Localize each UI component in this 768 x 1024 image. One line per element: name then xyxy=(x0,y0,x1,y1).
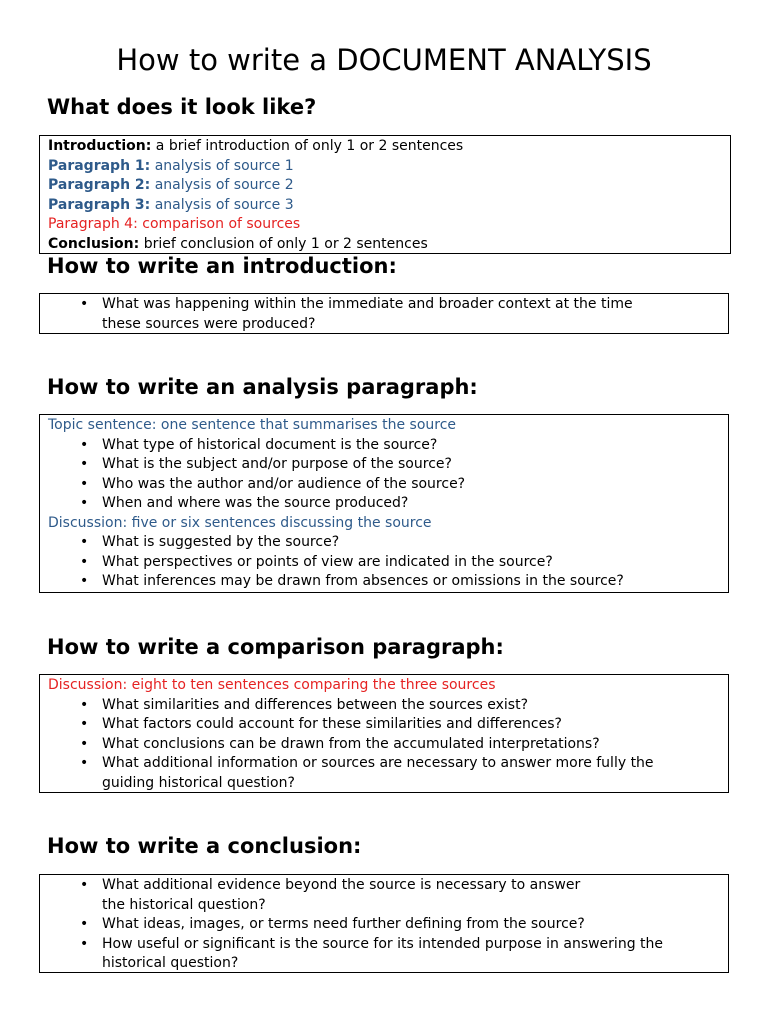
list-item: • What factors could account for these similarities and differences? xyxy=(80,716,562,732)
list-item: • What type of historical document is the source? xyxy=(80,436,438,453)
list-item: • What ideas, images, or terms need further defining from the source? xyxy=(80,916,585,932)
conclusion-box xyxy=(39,874,729,973)
introduction-heading: How to write an introduction: xyxy=(47,254,397,278)
list-item: • What is the subject and/or purpose of the source? xyxy=(80,456,452,472)
list-item: • How useful or significant is the source for its intended purpose in answering the historical question? xyxy=(80,935,664,971)
comparison-box xyxy=(39,674,729,793)
structure-heading: What does it look like? xyxy=(47,95,317,119)
introduction-box xyxy=(39,293,729,334)
structure-row-introduction: Introduction: a brief introduction of only 1 or 2 sentences xyxy=(48,138,464,154)
analysis-heading: How to write an analysis paragraph: xyxy=(47,375,478,399)
structure-box xyxy=(39,135,731,254)
comparison-heading: How to write a comparison paragraph: xyxy=(47,635,504,659)
structure-row-conclusion: Conclusion: brief conclusion of only 1 or 2 sentences xyxy=(48,235,428,252)
list-item: • What similarities and differences between the sources exist? xyxy=(80,696,529,713)
list-item: • What additional evidence beyond the source is necessary to answer the historical question? xyxy=(80,877,581,913)
list-item: • What additional information or sources are necessary to answer more fully the guiding historical question? xyxy=(80,755,654,791)
list-item: • When and where was the source produced? xyxy=(80,495,409,511)
document-title: How to write a DOCUMENT ANALYSIS xyxy=(116,43,652,77)
structure-row-paragraph-2: Paragraph 2: analysis of source 2 xyxy=(48,177,294,193)
list-item: • What is suggested by the source? xyxy=(80,534,340,550)
analysis-box xyxy=(39,414,729,593)
list-item: • What was happening within the immediate and broader context at the time these sources were produced? xyxy=(80,296,633,332)
topic-sentence-row: Topic sentence: one sentence that summarises the source xyxy=(48,417,457,433)
discussion-row: Discussion: five or six sentences discussing the source xyxy=(48,514,432,531)
list-item: • What perspectives or points of view are indicated in the source? xyxy=(80,553,553,570)
comparison-discussion-row: Discussion: eight to ten sentences comparing the three sources xyxy=(48,677,496,693)
list-item: • Who was the author and/or audience of the source? xyxy=(80,475,466,492)
conclusion-heading: How to write a conclusion: xyxy=(47,834,362,858)
structure-row-paragraph-4: Paragraph 4: comparison of sources xyxy=(48,216,301,232)
list-item: • What conclusions can be drawn from the accumulated interpretations? xyxy=(80,735,600,752)
list-item: • What inferences may be drawn from absences or omissions in the source? xyxy=(80,573,624,589)
structure-row-paragraph-1: Paragraph 1: analysis of source 1 xyxy=(48,157,294,174)
structure-row-paragraph-3: Paragraph 3: analysis of source 3 xyxy=(48,196,294,213)
